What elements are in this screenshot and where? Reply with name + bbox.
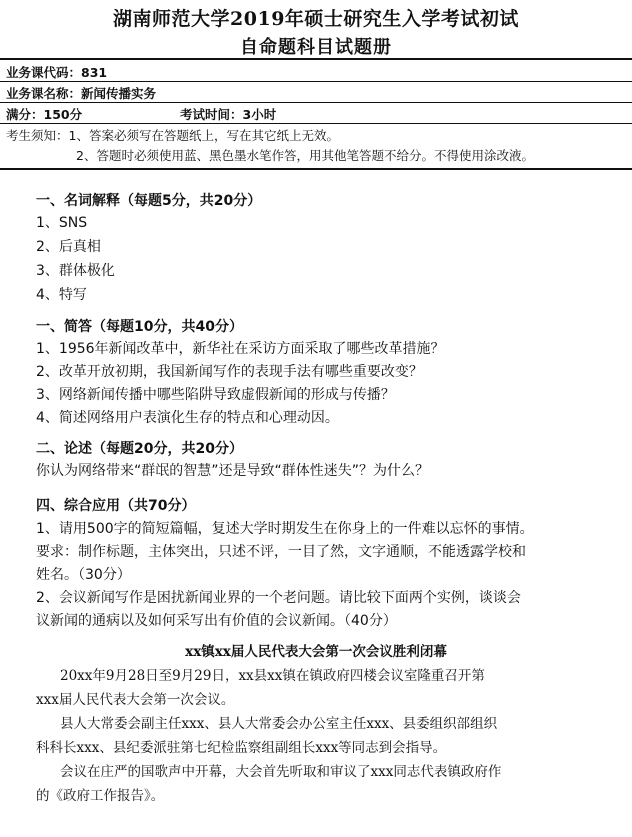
course-code-label: 业务课代码：: [6, 65, 82, 80]
section-2-item: 3、网络新闻传播中哪些陷阱导致虚假新闻的形成与传播？: [36, 387, 395, 403]
section-4-item: 要求：制作标题，主体突出，只述不评，一目了然，文字通顺，不能透露学校和: [36, 544, 526, 560]
course-name: [6, 84, 156, 102]
full-score-label: 满分：: [6, 107, 44, 122]
article-title: xx镇xx届人民代表大会第一次会议胜利闭幕: [185, 644, 447, 660]
article-line: 20xx年9月28日至9月29日，xx县xx镇在镇政府四楼会议室隆重召开第: [60, 668, 485, 684]
section-1-item: 1、SNS: [36, 215, 88, 231]
course-code-value: 831: [81, 65, 108, 80]
section-1-heading: 一、名词解释（每题5分，共20分）: [36, 193, 262, 209]
article-line: 科科长xxx、县纪委派驻第七纪检监察组副组长xxx等同志到会指导。: [36, 740, 447, 756]
section-2-item: 4、简述网络用户表演化生存的特点和心理动因。: [36, 410, 339, 426]
notice-prefix: 考生须知：: [6, 128, 69, 143]
article-line: 的《政府工作报告》。: [36, 788, 165, 804]
exam-time-value: 3小时: [242, 107, 277, 122]
full-score-value: 150分: [43, 107, 83, 122]
notice-line-1: [6, 126, 339, 144]
section-1-item: 3、群体极化: [36, 263, 115, 279]
section-4-item: 1、请用500字的简短篇幅，复述大学时期发生在你身上的一件难以忘怀的事情。: [36, 521, 534, 537]
section-1-item: 4、特写: [36, 287, 87, 303]
section-2-item: 2、改革开放初期，我国新闻写作的表现手法有哪些重要改变？: [36, 364, 423, 380]
exam-subtitle: 自命题科目试题册: [240, 37, 392, 58]
course-name-value: 新闻传播实务: [81, 86, 157, 101]
article-line: 会议在庄严的国歌声中开幕，大会首先听取和审议了xxx同志代表镇政府作: [60, 764, 502, 780]
section-2-heading: 一、简答（每题10分，共40分）: [36, 319, 243, 335]
exam-title: 湖南师范大学2019年硕士研究生入学考试初试: [113, 8, 519, 30]
exam-time-label: 考试时间：: [180, 107, 243, 122]
divider-top: [0, 58, 632, 60]
article-line: xxx届人民代表大会第一次会议。: [36, 692, 235, 708]
notice-item-2: 2、答题时必须使用蓝、黑色墨水笔作答，用其他笔答题不给分。不得使用涂改液。: [76, 148, 534, 163]
exam-time: [180, 105, 276, 123]
notice-item-1: 1、答案必须写在答题纸上，写在其它纸上无效。: [68, 128, 339, 143]
section-3-heading: 二、论述（每题20分，共20分）: [36, 441, 243, 457]
course-code: [6, 63, 107, 81]
divider-meta-3: [0, 123, 632, 124]
section-1-item: 2、后真相: [36, 239, 101, 255]
divider-notice: [0, 168, 632, 170]
divider-meta-1: [0, 81, 632, 82]
section-4-item: 议新闻的通病以及如何采写出有价值的会议新闻。（40分）: [36, 613, 397, 629]
section-4-item: 姓名。（30分）: [36, 567, 131, 583]
full-score: [6, 105, 82, 123]
section-4-heading: 四、综合应用（共70分）: [36, 498, 196, 514]
section-3-item: 你认为网络带来“群氓的智慧”还是导致“群体性迷失”？为什么？: [36, 463, 430, 479]
section-4-item: 2、会议新闻写作是困扰新闻业界的一个老问题。请比较下面两个实例，谈谈会: [36, 590, 521, 606]
course-name-label: 业务课名称：: [6, 86, 82, 101]
section-2-item: 1、1956年新闻改革中，新华社在采访方面采取了哪些改革措施？: [36, 341, 445, 357]
divider-meta-2: [0, 102, 632, 103]
article-line: 县人大常委会副主任xxx、县人大常委会办公室主任xxx、县委组织部组织: [60, 716, 498, 732]
